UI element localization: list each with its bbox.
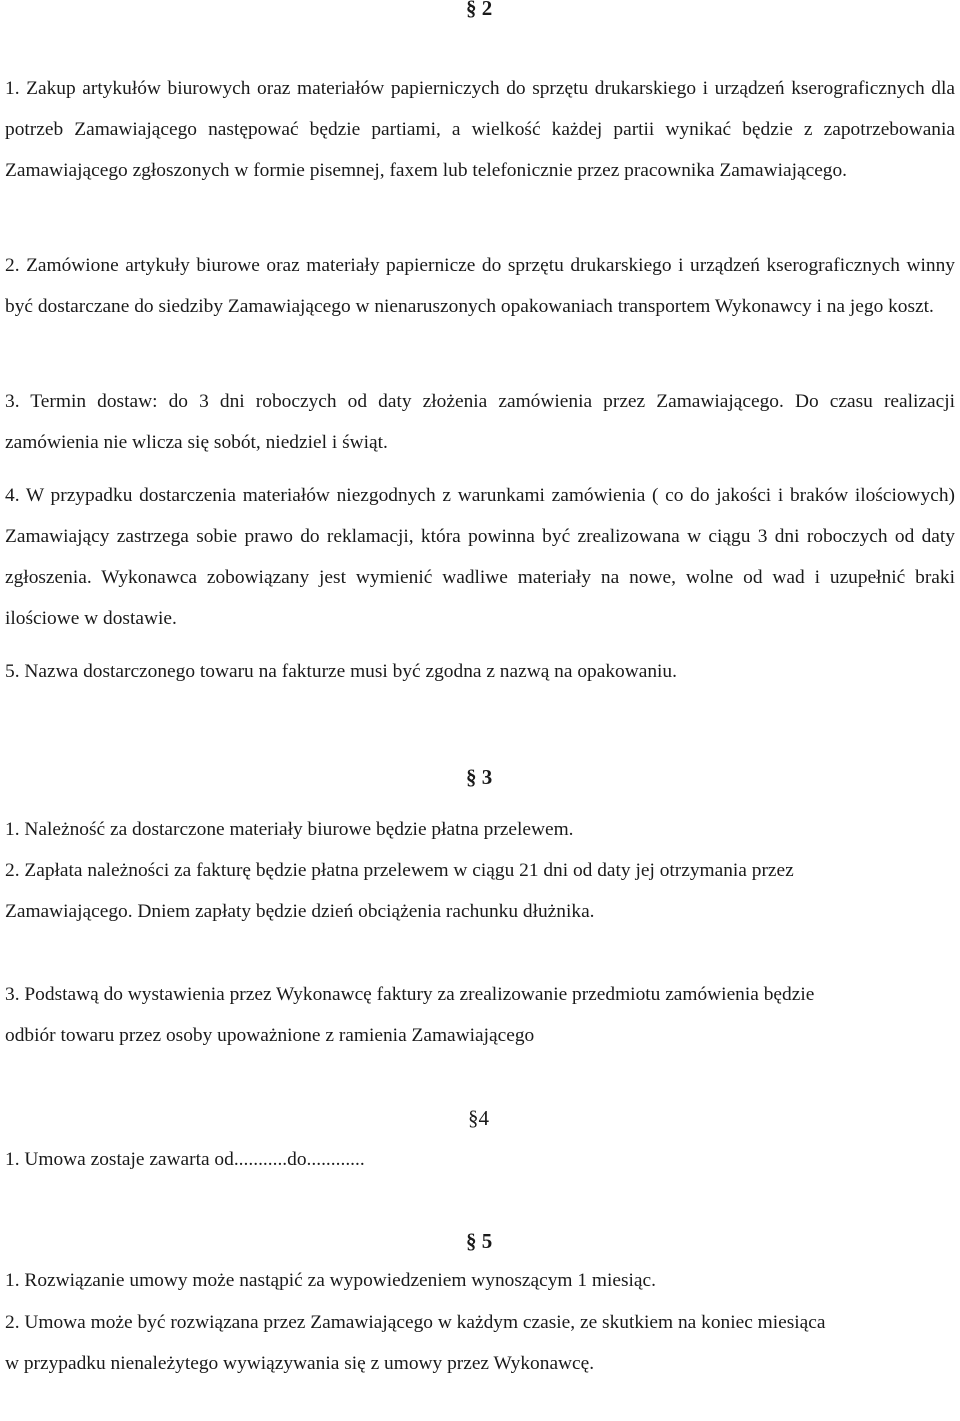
section-2-heading: § 2 <box>466 0 493 20</box>
section-5-paragraph-2: 2. Umowa może być rozwiązana przez Zamawiającego w każdym czasie, ze skutkiem na koniec miesiąca w przypadku nienależytego wywiązywania się z umowy przez Wykonawcę. <box>5 1312 826 1374</box>
section-2-paragraph-1: 1. Zakup artykułów biurowych oraz materiałów papierniczych do sprzętu drukarskiego i urządzeń kserograficznych dla potrzeb Zamawiającego następować będzie partiami, a wielkość każdej partii wynikać będzie z zapotrzebowania Zamawiającego zgłoszonych w formie pisemnej, faxem lub telefonicznie przez pracownika Zamawiającego. <box>5 78 955 181</box>
section-2-paragraph-2: 2. Zamówione artykuły biurowe oraz materiały papiernicze do sprzętu drukarskiego i urządzeń kserograficznych winny być dostarczane do siedziby Zamawiającego w nienaruszonych opakowaniach transportem Wykonawcy i na jego koszt. <box>5 255 955 317</box>
section-2-paragraph-5: 5. Nazwa dostarczonego towaru na fakturze musi być zgodna z nazwą na opakowaniu. <box>5 661 677 682</box>
section-3-paragraph-2: 2. Zapłata należności za fakturę będzie płatna przelewem w ciągu 21 dni od daty jej otrzymania przez Zamawiającego. Dniem zapłaty będzie dzień obciążenia rachunku dłużnika. <box>5 860 794 922</box>
section-4-heading: §4 <box>468 1106 489 1130</box>
section-2-paragraph-4: 4. W przypadku dostarczenia materiałów niezgodnych z warunkami zamówienia ( co do jakości i braków ilościowych) Zamawiający zastrzega sobie prawo do reklamacji, która powinna być zrealizowana w ciągu 3 dni roboczych od daty zgłoszenia. Wykonawca zobowiązany jest wymienić wadliwe materiały na nowe, wolne od wad i uzupełnić braki ilościowe w dostawie. <box>5 485 955 629</box>
section-4-paragraph-1: 1. Umowa zostaje zawarta od...........do............ <box>5 1149 365 1170</box>
section-3-paragraph-3: 3. Podstawą do wystawienia przez Wykonawcę faktury za zrealizowanie przedmiotu zamówienia będzie odbiór towaru przez osoby upoważnione z ramienia Zamawiającego <box>5 984 815 1046</box>
section-5-paragraph-1: 1. Rozwiązanie umowy może nastąpić za wypowiedzeniem wynoszącym 1 miesiąc. <box>5 1270 656 1291</box>
section-3-paragraph-1: 1. Należność za dostarczone materiały biurowe będzie płatna przelewem. <box>5 819 574 840</box>
section-3-heading: § 3 <box>466 765 493 789</box>
section-5-heading: § 5 <box>466 1229 493 1253</box>
section-2-paragraph-3: 3. Termin dostaw: do 3 dni roboczych od daty złożenia zamówienia przez Zamawiającego. Do czasu realizacji zamówienia nie wlicza się sobót, niedziel i świąt. <box>5 391 955 453</box>
